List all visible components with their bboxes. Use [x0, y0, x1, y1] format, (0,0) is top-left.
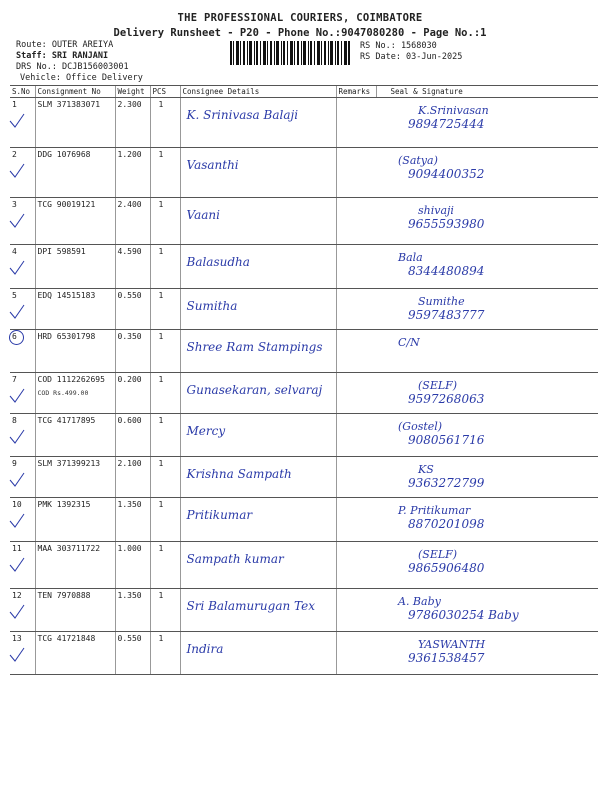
- consignment-number: PMK 1392315: [37, 500, 91, 509]
- col-seal: Seal & Signature: [376, 86, 598, 98]
- table-row: [10, 457, 598, 498]
- cell-consignment: [35, 198, 115, 245]
- cell-sno: [10, 289, 35, 330]
- weight-value: 2.100: [117, 459, 142, 468]
- cell-weight: [115, 289, 150, 330]
- cell-pcs: [150, 373, 180, 414]
- cell-consignee: [180, 589, 336, 632]
- cell-pcs: [150, 198, 180, 245]
- cell-pcs: [150, 632, 180, 675]
- cell-consignment: [35, 148, 115, 198]
- company-name: THE PROFESSIONAL COURIERS, COIMBATORE: [177, 12, 423, 24]
- weight-value: 1.000: [117, 544, 142, 553]
- table-row: [10, 148, 598, 198]
- table-row: [10, 330, 598, 373]
- cell-consignment: [35, 632, 115, 675]
- sno-value: 10: [12, 500, 22, 509]
- col-pcs: PCS: [150, 86, 180, 98]
- cell-signature: [376, 289, 598, 330]
- cod-amount: COD Rs.499.00: [37, 389, 89, 397]
- signature-phone: 9080561716: [408, 433, 485, 447]
- weight-value: 2.300: [117, 100, 142, 109]
- cell-remarks: [336, 457, 376, 498]
- signature: (SELF): [418, 379, 458, 392]
- pcs-value: 1: [158, 332, 164, 341]
- consignment-number: TCG 41717895: [37, 416, 96, 425]
- cell-sno: [10, 632, 35, 675]
- cell-pcs: [150, 289, 180, 330]
- cell-remarks: [336, 289, 376, 330]
- signature-phone: 9597483777: [408, 308, 485, 322]
- tick-mark: [8, 303, 26, 321]
- signature-phone: 9865906480: [408, 561, 485, 575]
- table-row: [10, 373, 598, 414]
- consignee-name: Pritikumar: [186, 508, 253, 522]
- signature: (Gostel): [398, 420, 443, 433]
- signature: A. Baby: [398, 595, 441, 608]
- cell-sno: [10, 589, 35, 632]
- cell-consignee: [180, 148, 336, 198]
- signature: (SELF): [418, 548, 458, 561]
- weight-value: 2.400: [117, 200, 142, 209]
- cell-pcs: [150, 148, 180, 198]
- cell-consignee: [180, 457, 336, 498]
- table-row: [10, 98, 598, 148]
- drs-label: DRS No.: DCJB156003001: [16, 62, 129, 72]
- consignment-number: EDQ 14515183: [37, 291, 96, 300]
- cell-consignment: [35, 245, 115, 289]
- cell-consignment: [35, 98, 115, 148]
- cell-consignment: [35, 330, 115, 373]
- pcs-value: 1: [158, 150, 164, 159]
- table-row: [10, 589, 598, 632]
- cell-signature: [376, 589, 598, 632]
- table-row: [10, 245, 598, 289]
- signature: Bala: [398, 251, 423, 264]
- consignee-name: K. Srinivasa Balaji: [186, 108, 299, 122]
- consignee-name: Vaani: [186, 208, 220, 222]
- cell-consignment: [35, 414, 115, 457]
- consignee-name: Sri Balamurugan Tex: [186, 599, 315, 613]
- cell-pcs: [150, 457, 180, 498]
- consignee-name: Balasudha: [186, 255, 250, 269]
- signature: P. Pritikumar: [398, 504, 471, 517]
- cell-consignment: [35, 289, 115, 330]
- circle-mark: [9, 330, 24, 345]
- cell-consignment: [35, 498, 115, 542]
- cell-signature: [376, 198, 598, 245]
- consignment-number: TCG 90019121: [37, 200, 96, 209]
- consignee-name: Gunasekaran, selvaraj: [186, 383, 323, 397]
- cell-signature: [376, 245, 598, 289]
- consignment-number: TCG 41721848: [37, 634, 96, 643]
- table-row: [10, 632, 598, 675]
- cell-remarks: [336, 148, 376, 198]
- cell-weight: [115, 589, 150, 632]
- signature-phone: 9894725444: [408, 117, 485, 131]
- tick-mark: [8, 471, 26, 489]
- consignment-number: HRD 65301798: [37, 332, 96, 341]
- cell-weight: [115, 198, 150, 245]
- col-remarks: Remarks: [336, 86, 376, 98]
- cell-signature: [376, 330, 598, 373]
- cell-pcs: [150, 589, 180, 632]
- signature-phone: 9361538457: [408, 651, 485, 665]
- pcs-value: 1: [158, 416, 164, 425]
- cell-consignee: [180, 98, 336, 148]
- tick-mark: [8, 428, 26, 446]
- signature-phone: 8344480894: [408, 264, 485, 278]
- cell-pcs: [150, 245, 180, 289]
- signature: KS: [418, 463, 434, 476]
- cell-pcs: [150, 498, 180, 542]
- weight-value: 0.550: [117, 634, 142, 643]
- signature-phone: 9094400352: [408, 167, 485, 181]
- cell-sno: [10, 457, 35, 498]
- cell-sno: [10, 330, 35, 373]
- cell-remarks: [336, 198, 376, 245]
- cell-signature: [376, 542, 598, 589]
- cell-signature: [376, 414, 598, 457]
- consignee-name: Sumitha: [186, 299, 238, 313]
- cell-remarks: [336, 330, 376, 373]
- cell-signature: [376, 457, 598, 498]
- vehicle-label: Vehicle: Office Delivery: [20, 73, 143, 83]
- cell-signature: [376, 148, 598, 198]
- cell-consignee: [180, 198, 336, 245]
- table-row: [10, 289, 598, 330]
- consignment-number: DDG 1076968: [37, 150, 91, 159]
- cell-consignee: [180, 373, 336, 414]
- tick-mark: [8, 556, 26, 574]
- cell-remarks: [336, 632, 376, 675]
- signature: YASWANTH: [418, 638, 486, 651]
- tick-mark: [8, 387, 26, 405]
- cell-weight: [115, 373, 150, 414]
- cell-sno: [10, 414, 35, 457]
- cell-remarks: [336, 98, 376, 148]
- consignment-number: COD 1112262695: [37, 375, 105, 384]
- tick-mark: [8, 112, 26, 130]
- signature: shivaji: [418, 204, 454, 217]
- cell-weight: [115, 542, 150, 589]
- cell-consignee: [180, 498, 336, 542]
- signature: (Satya): [398, 154, 438, 167]
- consignee-name: Krishna Sampath: [186, 467, 292, 481]
- weight-value: 0.350: [117, 332, 142, 341]
- cell-consignment: [35, 542, 115, 589]
- pcs-value: 1: [158, 459, 164, 468]
- pcs-value: 1: [158, 291, 164, 300]
- tick-mark: [8, 162, 26, 180]
- sno-value: 1: [12, 100, 17, 109]
- table-row: [10, 498, 598, 542]
- consignee-name: Vasanthi: [186, 158, 239, 172]
- signature-phone: 9597268063: [408, 392, 485, 406]
- rs-date: RS Date: 03-Jun-2025: [360, 52, 463, 62]
- cell-consignment: [35, 457, 115, 498]
- cell-consignee: [180, 414, 336, 457]
- cell-sno: [10, 245, 35, 289]
- signature-phone: 9655593980: [408, 217, 485, 231]
- tick-mark: [8, 512, 26, 530]
- cell-sno: [10, 373, 35, 414]
- cell-pcs: [150, 414, 180, 457]
- tick-mark: [8, 259, 26, 277]
- cell-sno: [10, 198, 35, 245]
- sno-value: 5: [12, 291, 17, 300]
- col-sno: S.No: [10, 86, 35, 98]
- cell-signature: [376, 373, 598, 414]
- cell-weight: [115, 98, 150, 148]
- weight-value: 1.350: [117, 591, 142, 600]
- pcs-value: 1: [158, 544, 164, 553]
- consignment-number: DPI 598591: [37, 247, 86, 256]
- tick-mark: [8, 212, 26, 230]
- cell-weight: [115, 498, 150, 542]
- sno-value: 6: [12, 332, 17, 341]
- consignee-name: Mercy: [186, 424, 226, 438]
- pcs-value: 1: [158, 500, 164, 509]
- col-consignment: Consignment No: [35, 86, 115, 98]
- staff-label: Staff: SRI RANJANI: [16, 51, 109, 61]
- cell-weight: [115, 414, 150, 457]
- cell-signature: [376, 632, 598, 675]
- cell-sno: [10, 98, 35, 148]
- table-row: [10, 198, 598, 245]
- cell-remarks: [336, 414, 376, 457]
- cell-remarks: [336, 498, 376, 542]
- cell-weight: [115, 632, 150, 675]
- sno-value: 9: [12, 459, 17, 468]
- cell-weight: [115, 457, 150, 498]
- cell-pcs: [150, 98, 180, 148]
- cell-signature: [376, 498, 598, 542]
- cell-sno: [10, 148, 35, 198]
- consignee-name: Indira: [186, 642, 224, 656]
- cell-pcs: [150, 542, 180, 589]
- cell-consignee: [180, 330, 336, 373]
- cell-weight: [115, 148, 150, 198]
- cell-sno: [10, 498, 35, 542]
- pcs-value: 1: [158, 247, 164, 256]
- tick-mark: [8, 646, 26, 664]
- signature: Sumithe: [418, 295, 465, 308]
- cell-consignee: [180, 245, 336, 289]
- cell-consignee: [180, 289, 336, 330]
- cell-weight: [115, 330, 150, 373]
- table-header-row: [10, 86, 598, 98]
- table-body: [10, 98, 598, 675]
- pcs-value: 1: [158, 591, 164, 600]
- runsheet-table: [10, 85, 598, 675]
- signature: C/N: [398, 336, 420, 349]
- cell-signature: [376, 98, 598, 148]
- col-weight: Weight: [115, 86, 150, 98]
- cell-remarks: [336, 245, 376, 289]
- consignment-number: MAA 303711722: [37, 544, 101, 553]
- cell-consignee: [180, 542, 336, 589]
- sno-value: 4: [12, 247, 17, 256]
- pcs-value: 1: [158, 100, 164, 109]
- cell-remarks: [336, 542, 376, 589]
- sno-value: 11: [12, 544, 22, 553]
- signature-phone: 8870201098: [408, 517, 485, 531]
- weight-value: 0.600: [117, 416, 142, 425]
- consignment-number: SLM 371383071: [37, 100, 101, 109]
- consignee-name: Sampath kumar: [186, 552, 284, 566]
- consignment-number: SLM 371399213: [37, 459, 101, 468]
- barcode: [230, 41, 350, 65]
- runsheet-subtitle: Delivery Runsheet - P20 - Phone No.:9047080280 - Page No.:1: [113, 27, 487, 39]
- route-label: Route: OUTER AREIYA: [16, 40, 114, 50]
- cell-sno: [10, 542, 35, 589]
- sno-value: 7: [12, 375, 17, 384]
- cell-consignee: [180, 632, 336, 675]
- col-consignee: Consignee Details: [180, 86, 336, 98]
- weight-value: 0.200: [117, 375, 142, 384]
- sno-value: 13: [12, 634, 22, 643]
- sno-value: 8: [12, 416, 17, 425]
- signature-phone: 9786030254 Baby: [408, 608, 519, 622]
- cell-remarks: [336, 589, 376, 632]
- consignee-name: Shree Ram Stampings: [186, 340, 323, 354]
- pcs-value: 1: [158, 634, 164, 643]
- sno-value: 3: [12, 200, 17, 209]
- cell-weight: [115, 245, 150, 289]
- cell-consignment: [35, 373, 115, 414]
- sno-value: 2: [12, 150, 17, 159]
- weight-value: 0.550: [117, 291, 142, 300]
- consignment-number: TEN 7970888: [37, 591, 91, 600]
- table-row: [10, 542, 598, 589]
- tick-mark: [8, 603, 26, 621]
- weight-value: 4.590: [117, 247, 142, 256]
- table-row: [10, 414, 598, 457]
- weight-value: 1.350: [117, 500, 142, 509]
- signature-phone: 9363272799: [408, 476, 485, 490]
- cell-consignment: [35, 589, 115, 632]
- sno-value: 12: [12, 591, 22, 600]
- pcs-value: 1: [158, 375, 164, 384]
- weight-value: 1.200: [117, 150, 142, 159]
- cell-pcs: [150, 330, 180, 373]
- pcs-value: 1: [158, 200, 164, 209]
- signature: K.Srinivasan: [418, 104, 489, 117]
- rs-number: RS No.: 1568030: [360, 41, 437, 51]
- cell-remarks: [336, 373, 376, 414]
